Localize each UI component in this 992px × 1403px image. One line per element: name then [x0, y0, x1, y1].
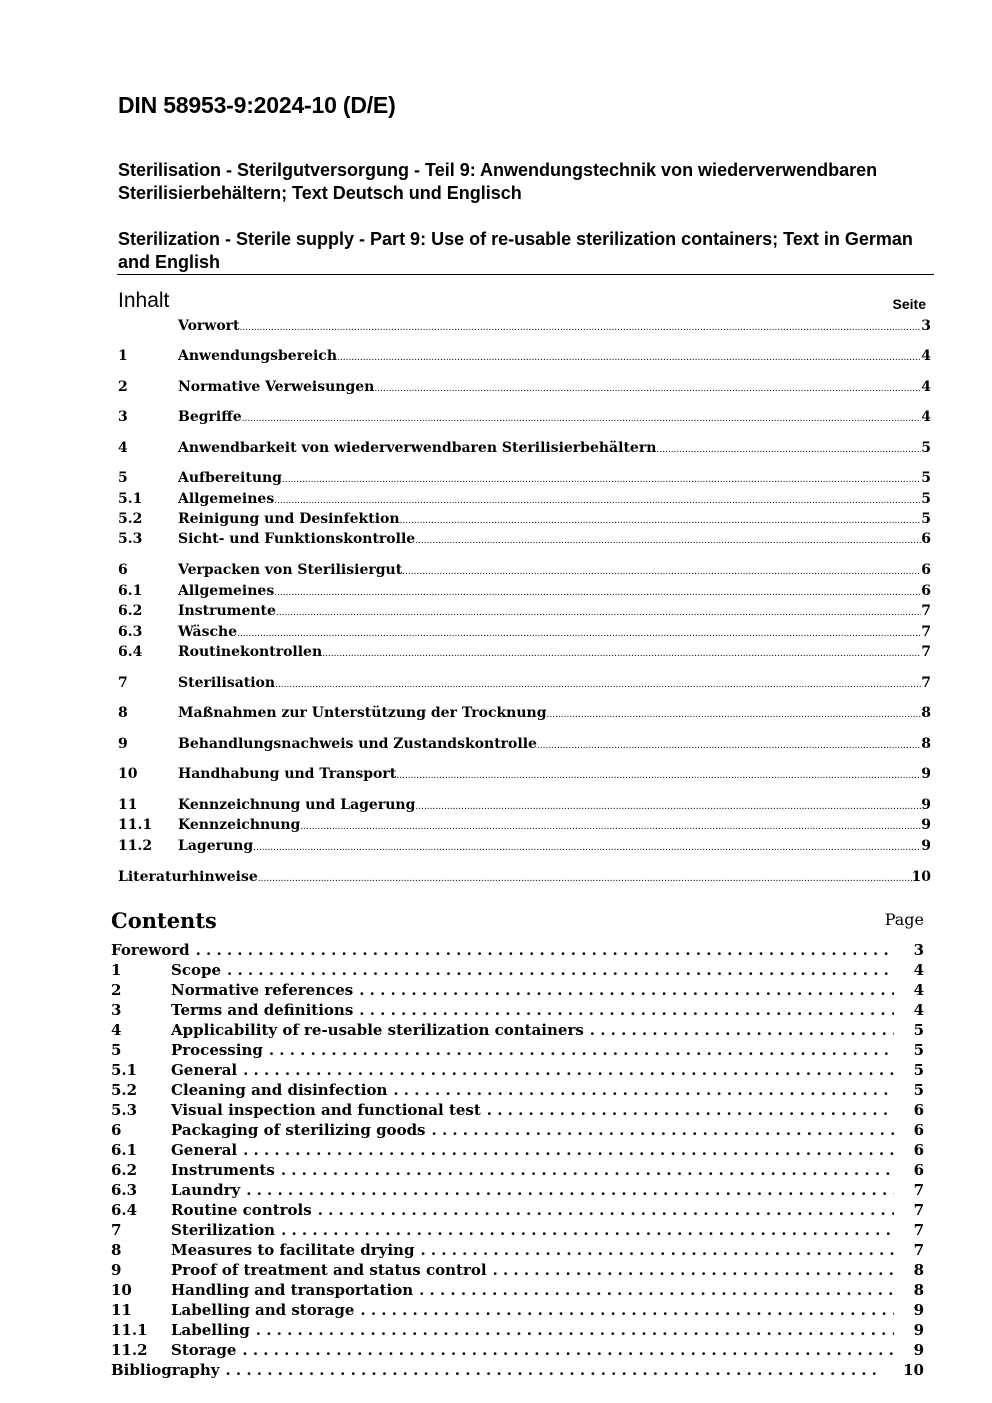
toc-entry-number: 7 — [118, 675, 128, 691]
toc-entry-page: 4 — [921, 379, 931, 395]
toc-de-entry[interactable] — [118, 704, 931, 723]
toc-entry-page: 3 — [913, 941, 924, 959]
toc-en-entry[interactable] — [111, 1040, 924, 1060]
toc-de-entry[interactable] — [118, 530, 931, 549]
toc-leader-dots — [396, 767, 921, 786]
toc-entry-title: Labelling and storage — [171, 1301, 355, 1319]
subtitle-english: Sterilization - Sterile supply - Part 9: Use of re-usable sterilization containers; Text in German and English — [118, 229, 913, 272]
toc-entry-page: 6 — [913, 1121, 924, 1139]
toc-entry-number: 4 — [118, 440, 128, 456]
toc-leader-dots — [387, 1080, 893, 1100]
toc-german-page-label: Seite — [892, 296, 926, 312]
toc-entry-page: 8 — [913, 1261, 924, 1279]
toc-entry-page: 7 — [921, 603, 931, 619]
toc-german-heading: Inhalt — [118, 289, 170, 312]
toc-entry-number: 9 — [118, 736, 128, 752]
toc-leader-dots — [415, 798, 921, 817]
toc-entry-title: Sicht- und Funktionskontrolle — [178, 531, 416, 547]
toc-leader-dots — [312, 1200, 894, 1220]
toc-entry-title: Applicability of re-usable sterilization containers — [171, 1021, 584, 1039]
toc-entry-page: 9 — [921, 838, 931, 854]
toc-entry-title: Behandlungsnachweis und Zustandskontrolle — [178, 736, 537, 752]
toc-entry-page: 5 — [921, 511, 931, 527]
toc-entry-number: 6.4 — [111, 1201, 138, 1219]
toc-entry-title: Bibliography — [111, 1361, 220, 1379]
toc-entry-title: Proof of treatment and status control — [171, 1261, 487, 1279]
toc-en-entry[interactable] — [111, 1080, 924, 1100]
toc-entry-page: 8 — [921, 736, 931, 752]
toc-de-entry[interactable] — [118, 796, 931, 815]
toc-entry-page: 7 — [921, 675, 931, 691]
toc-entry-title: Labelling — [171, 1321, 250, 1339]
toc-entry-number: 8 — [118, 705, 128, 721]
toc-leader-dots — [337, 349, 921, 368]
toc-entry-number: 5 — [111, 1041, 122, 1059]
toc-en-entry[interactable] — [111, 1160, 924, 1180]
toc-de-entry[interactable] — [118, 469, 931, 488]
toc-en-entry[interactable] — [111, 1280, 924, 1300]
toc-entry-number: 6.1 — [118, 583, 143, 599]
toc-entry-title: Normative Verweisungen — [178, 379, 375, 395]
toc-leader-dots — [253, 839, 921, 858]
toc-entry-number: 11.1 — [111, 1321, 148, 1339]
toc-leader-dots — [481, 1100, 894, 1120]
toc-leader-dots — [547, 706, 922, 725]
toc-entry-title: Wäsche — [178, 624, 238, 640]
toc-de-entry[interactable] — [118, 868, 931, 887]
toc-en-entry[interactable] — [111, 1320, 924, 1340]
toc-entry-page: 7 — [913, 1181, 924, 1199]
toc-entry-title: Verpacken von Sterilisiergut — [178, 562, 403, 578]
toc-entry-number: 5.3 — [118, 531, 143, 547]
toc-english-page-label: Page — [884, 910, 924, 929]
toc-en-entry[interactable] — [111, 1220, 924, 1240]
toc-entry-title: Instrumente — [178, 603, 276, 619]
toc-entry-number: 5.1 — [111, 1061, 138, 1079]
toc-de-entry[interactable] — [118, 765, 931, 784]
toc-leader-dots — [220, 1360, 884, 1380]
toc-entry-page: 7 — [913, 1221, 924, 1239]
toc-entry-title: Packaging of sterilizing goods — [171, 1121, 426, 1139]
subtitle-german: Sterilisation - Sterilgutversorgung - Teil 9: Anwendungstechnik von wiederverwendbaren Sterilisierbehältern; Text Deutsch und Englisch — [118, 160, 878, 203]
toc-leader-dots — [237, 1060, 893, 1080]
toc-entry-page: 4 — [913, 981, 924, 999]
toc-leader-dots — [236, 1340, 893, 1360]
toc-leader-dots — [240, 319, 922, 338]
toc-de-entry[interactable] — [118, 510, 931, 529]
toc-leader-dots — [426, 1120, 894, 1140]
toc-entry-page: 5 — [921, 440, 931, 456]
toc-leader-dots — [487, 1260, 894, 1280]
toc-entry-page: 6 — [913, 1161, 924, 1179]
toc-entry-page: 5 — [913, 1021, 924, 1039]
toc-entry-page: 5 — [913, 1081, 924, 1099]
toc-entry-page: 10 — [911, 869, 931, 885]
toc-entry-number: 6.2 — [111, 1161, 138, 1179]
toc-entry-title: General — [171, 1061, 238, 1079]
toc-entry-number: 6.3 — [118, 624, 143, 640]
toc-leader-dots — [275, 676, 921, 695]
toc-entry-page: 3 — [921, 318, 931, 334]
toc-entry-title: Cleaning and disinfection — [171, 1081, 388, 1099]
toc-leader-dots — [275, 1220, 893, 1240]
toc-en-entry[interactable] — [111, 1260, 924, 1280]
toc-entry-title: Visual inspection and functional test — [171, 1101, 481, 1119]
toc-entry-number: 6.1 — [111, 1141, 138, 1159]
toc-entry-page: 9 — [913, 1301, 924, 1319]
toc-de-entry[interactable] — [118, 439, 931, 458]
toc-leader-dots — [282, 471, 921, 490]
toc-en-entry[interactable] — [111, 1140, 924, 1160]
toc-entry-number: 6 — [111, 1121, 122, 1139]
toc-leader-dots — [274, 492, 921, 511]
toc-leader-dots — [242, 410, 922, 429]
toc-en-entry[interactable] — [111, 1060, 924, 1080]
toc-en-entry[interactable] — [111, 1200, 924, 1220]
toc-entry-page: 9 — [921, 817, 931, 833]
toc-leader-dots — [221, 960, 894, 980]
toc-entry-title: Vorwort — [178, 318, 240, 334]
toc-en-entry[interactable] — [111, 1240, 924, 1260]
toc-entry-page: 6 — [921, 583, 931, 599]
toc-leader-dots — [374, 380, 921, 399]
toc-entry-number: 6.4 — [118, 644, 143, 660]
toc-entry-title: Normative references — [171, 981, 354, 999]
toc-entry-number: 5.3 — [111, 1101, 138, 1119]
toc-entry-title: Allgemeines — [178, 491, 275, 507]
toc-entry-page: 5 — [913, 1061, 924, 1079]
toc-entry-number: 5 — [118, 470, 128, 486]
document-title: DIN 58953-9:2024-10 (D/E) — [118, 92, 396, 118]
toc-entry-title: Storage — [171, 1341, 237, 1359]
toc-entry-number: 7 — [111, 1221, 122, 1239]
toc-entry-page: 6 — [913, 1141, 924, 1159]
toc-leader-dots — [275, 1160, 894, 1180]
toc-entry-page: 9 — [913, 1321, 924, 1339]
toc-entry-page: 7 — [921, 624, 931, 640]
toc-entry-number: 2 — [111, 981, 122, 999]
toc-en-entry[interactable] — [111, 1120, 924, 1140]
toc-entry-number: 10 — [111, 1281, 132, 1299]
toc-leader-dots — [400, 512, 922, 531]
toc-entry-page: 9 — [921, 797, 931, 813]
toc-entry-title: Instruments — [171, 1161, 275, 1179]
toc-entry-title: Begriffe — [178, 409, 242, 425]
toc-leader-dots — [190, 940, 894, 960]
toc-leader-dots — [300, 818, 921, 837]
toc-entry-title: Handhabung und Transport — [178, 766, 397, 782]
toc-leader-dots — [276, 604, 921, 623]
toc-entry-number: 11 — [118, 797, 138, 813]
toc-entry-page: 4 — [921, 348, 931, 364]
toc-entry-number: 5.1 — [118, 491, 143, 507]
toc-entry-page: 7 — [913, 1201, 924, 1219]
toc-leader-dots — [353, 1000, 893, 1020]
toc-entry-title: Scope — [171, 961, 222, 979]
toc-entry-page: 8 — [913, 1281, 924, 1299]
toc-entry-number: 10 — [118, 766, 138, 782]
toc-entry-page: 4 — [913, 1001, 924, 1019]
toc-en-entry[interactable] — [111, 940, 924, 960]
toc-en-entry[interactable] — [111, 1020, 924, 1040]
toc-de-entry[interactable] — [118, 378, 931, 397]
toc-entry-title: Allgemeines — [178, 583, 275, 599]
toc-entry-page: 5 — [913, 1041, 924, 1059]
toc-de-entry[interactable] — [118, 837, 931, 856]
toc-entry-number: 3 — [118, 409, 128, 425]
toc-entry-page: 10 — [903, 1361, 924, 1379]
toc-entry-page: 4 — [921, 409, 931, 425]
toc-entry-title: Foreword — [111, 941, 190, 959]
toc-entry-page: 8 — [921, 705, 931, 721]
toc-en-entry[interactable] — [111, 1000, 924, 1020]
toc-de-entry[interactable] — [118, 643, 931, 662]
toc-de-entry[interactable] — [118, 582, 931, 601]
toc-leader-dots — [263, 1040, 894, 1060]
toc-entry-title: Anwendbarkeit von wiederverwendbaren Sterilisierbehältern — [178, 440, 657, 456]
toc-entry-number: 9 — [111, 1261, 122, 1279]
toc-entry-title: Laundry — [171, 1181, 241, 1199]
toc-entry-page: 6 — [921, 531, 931, 547]
toc-leader-dots — [656, 441, 921, 460]
toc-entry-title: Anwendungsbereich — [178, 348, 337, 364]
toc-entry-number: 6 — [118, 562, 128, 578]
toc-leader-dots — [353, 980, 893, 1000]
toc-de-entry[interactable] — [118, 561, 931, 580]
toc-en-entry[interactable] — [111, 980, 924, 1000]
toc-de-entry[interactable] — [118, 735, 931, 754]
toc-leader-dots — [250, 1320, 894, 1340]
toc-entry-page: 4 — [913, 961, 924, 979]
toc-leader-dots — [258, 870, 912, 889]
toc-entry-title: Routinekontrollen — [178, 644, 323, 660]
toc-entry-title: General — [171, 1141, 238, 1159]
toc-de-entry[interactable] — [118, 317, 931, 336]
toc-entry-title: Sterilisation — [178, 675, 276, 691]
toc-entry-page: 5 — [921, 491, 931, 507]
toc-entry-title: Processing — [171, 1041, 263, 1059]
toc-entry-number: 11.2 — [111, 1341, 148, 1359]
toc-en-entry[interactable] — [111, 1340, 924, 1360]
toc-leader-dots — [402, 563, 921, 582]
toc-leader-dots — [415, 532, 921, 551]
toc-de-entry[interactable] — [118, 490, 931, 509]
toc-entry-title: Kennzeichnung — [178, 817, 301, 833]
toc-entry-number: 6.2 — [118, 603, 143, 619]
toc-entry-number: 1 — [118, 348, 128, 364]
toc-entry-page: 5 — [921, 470, 931, 486]
toc-entry-page: 6 — [921, 562, 931, 578]
toc-leader-dots — [237, 625, 921, 644]
toc-entry-number: 5.2 — [118, 511, 143, 527]
toc-entry-title: Kennzeichnung und Lagerung — [178, 797, 416, 813]
toc-en-entry[interactable] — [111, 1300, 924, 1320]
toc-entry-number: 11.1 — [118, 817, 153, 833]
header-divider — [117, 274, 934, 275]
toc-leader-dots — [537, 737, 921, 756]
toc-entry-number: 1 — [111, 961, 122, 979]
toc-entry-title: Maßnahmen zur Unterstützung der Trocknung — [178, 705, 547, 721]
toc-entry-number: 8 — [111, 1241, 122, 1259]
toc-en-entry[interactable] — [111, 1360, 924, 1380]
toc-leader-dots — [354, 1300, 893, 1320]
toc-entry-title: Handling and transportation — [171, 1281, 414, 1299]
toc-de-entry[interactable] — [118, 347, 931, 366]
toc-entry-page: 9 — [913, 1341, 924, 1359]
toc-leader-dots — [413, 1280, 893, 1300]
toc-entry-title: Routine controls — [171, 1201, 312, 1219]
toc-leader-dots — [414, 1240, 893, 1260]
toc-de-entry[interactable] — [118, 674, 931, 693]
toc-entry-title: Aufbereitung — [178, 470, 282, 486]
toc-entry-title: Measures to facilitate drying — [171, 1241, 415, 1259]
toc-entry-number: 11 — [111, 1301, 132, 1319]
toc-entry-page: 6 — [913, 1101, 924, 1119]
toc-entry-page: 7 — [921, 644, 931, 660]
toc-entry-title: Terms and definitions — [171, 1001, 354, 1019]
toc-leader-dots — [584, 1020, 894, 1040]
toc-de-entry[interactable] — [118, 623, 931, 642]
toc-entry-title: Sterilization — [171, 1221, 276, 1239]
toc-entry-page: 9 — [921, 766, 931, 782]
toc-en-entry[interactable] — [111, 1100, 924, 1120]
toc-entry-title: Reinigung und Desinfektion — [178, 511, 400, 527]
toc-english-heading: Contents — [111, 908, 217, 933]
toc-de-entry[interactable] — [118, 816, 931, 835]
toc-leader-dots — [240, 1180, 893, 1200]
toc-entry-number: 2 — [118, 379, 128, 395]
toc-de-entry[interactable] — [118, 602, 931, 621]
toc-entry-title: Literaturhinweise — [118, 869, 258, 885]
toc-entry-number: 5.2 — [111, 1081, 138, 1099]
toc-entry-number: 3 — [111, 1001, 122, 1019]
toc-entry-number: 11.2 — [118, 838, 153, 854]
toc-leader-dots — [322, 645, 921, 664]
toc-leader-dots — [237, 1140, 893, 1160]
toc-en-entry[interactable] — [111, 960, 924, 980]
toc-entry-page: 7 — [913, 1241, 924, 1259]
toc-entry-number: 4 — [111, 1021, 122, 1039]
toc-en-entry[interactable] — [111, 1180, 924, 1200]
toc-de-entry[interactable] — [118, 408, 931, 427]
toc-entry-title: Lagerung — [178, 838, 254, 854]
toc-leader-dots — [274, 584, 921, 603]
toc-entry-number: 6.3 — [111, 1181, 138, 1199]
